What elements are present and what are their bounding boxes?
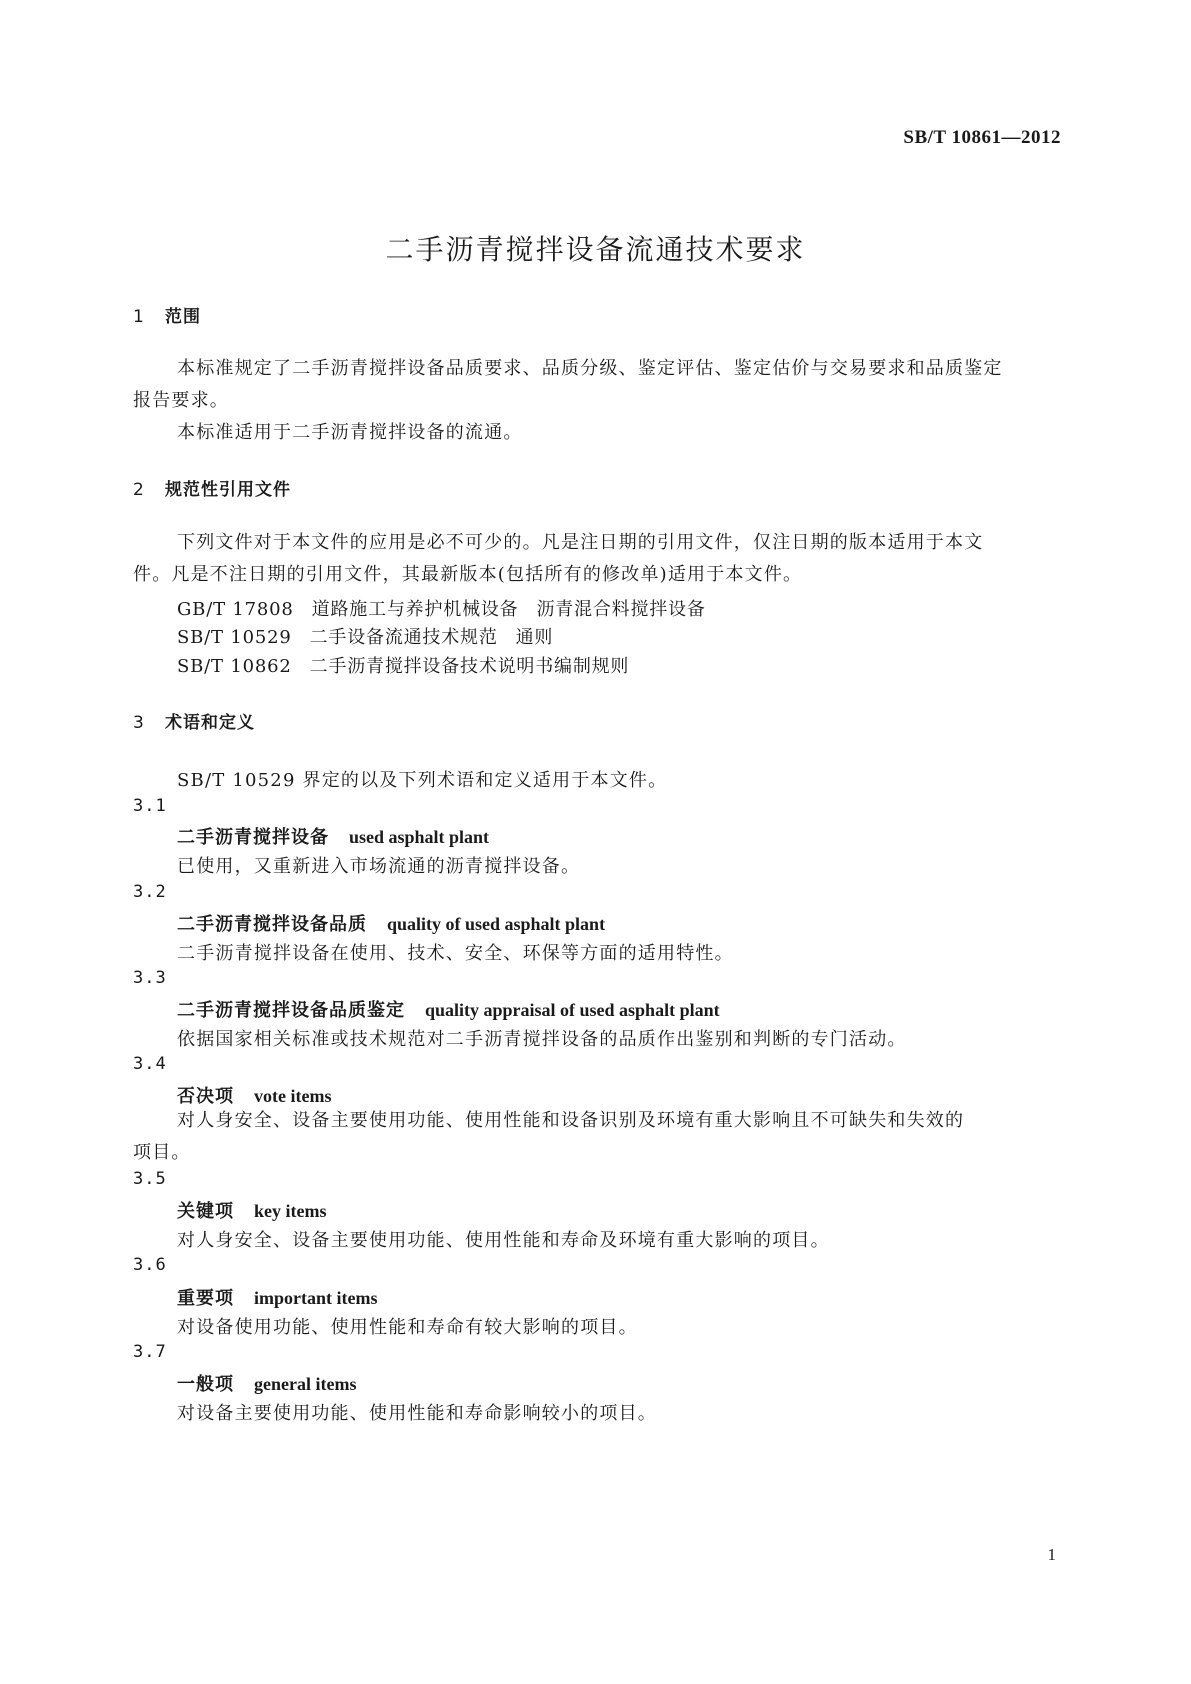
term-definition: 已使用，又重新进入市场流通的沥青搅拌设备。 (177, 856, 581, 877)
scope-line-2: 报告要求。 (133, 390, 229, 411)
term-name-en: used asphalt plant (349, 827, 490, 847)
section-heading-terms (133, 708, 255, 733)
term-name (177, 910, 605, 936)
standard-code: SB/T 10861—2012 (903, 127, 1061, 148)
section-number: 3 (133, 713, 145, 733)
section-heading-scope (133, 302, 201, 327)
term-number: 3.3 (133, 968, 167, 988)
reference-subtitle: 通则 (515, 627, 554, 648)
section-title: 术语和定义 (165, 713, 255, 733)
term-definition-line-2: 项目。 (133, 1142, 191, 1163)
term-name-zh: 关键项 (177, 1201, 234, 1222)
term-name (177, 996, 720, 1022)
term-definition: 二手沥青搅拌设备在使用、技术、安全、环保等方面的适用特性。 (177, 943, 734, 964)
term-number: 3.1 (133, 796, 167, 816)
term-definition: 依据国家相关标准或技术规范对二手沥青搅拌设备的品质作出鉴别和判断的专门活动。 (177, 1029, 907, 1050)
page-number: 1 (1047, 1545, 1056, 1564)
section-number: 1 (133, 307, 145, 327)
reference-subtitle: 沥青混合料搅拌设备 (536, 599, 706, 620)
reference-title: 二手设备流通技术规范 (309, 627, 498, 648)
reference-item (177, 595, 706, 621)
references-intro-line-2: 件。凡是不注日期的引用文件，其最新版本(包括所有的修改单)适用于本文件。 (133, 564, 803, 585)
reference-title: 道路施工与养护机械设备 (311, 599, 519, 620)
term-name-zh: 否决项 (177, 1086, 234, 1107)
term-definition: 对设备使用功能、使用性能和寿命有较大影响的项目。 (177, 1317, 638, 1338)
term-definition: 对人身安全、设备主要使用功能、使用性能和寿命及环境有重大影响的项目。 (177, 1230, 830, 1251)
term-name-en: quality of used asphalt plant (387, 914, 606, 934)
references-intro-line-1: 下列文件对于本文件的应用是必不可少的。凡是注日期的引用文件，仅注日期的版本适用于本文 (177, 532, 984, 553)
reference-code: GB/T 17808 (177, 599, 294, 620)
term-name-zh: 二手沥青搅拌设备品质鉴定 (177, 1000, 405, 1021)
term-number: 3.4 (133, 1054, 167, 1074)
term-name (177, 823, 489, 849)
references-intro (133, 527, 1058, 591)
term-number: 3.5 (133, 1169, 167, 1189)
reference-item (177, 652, 629, 678)
term-name-en: important items (254, 1288, 378, 1308)
section-title: 规范性引用文件 (165, 480, 291, 500)
reference-code: SB/T 10862 (177, 656, 292, 677)
scope-paragraph (133, 353, 1058, 449)
term-number: 3.2 (133, 882, 167, 902)
section-title: 范围 (165, 307, 201, 327)
section-heading-references (133, 475, 291, 500)
term-name-zh: 重要项 (177, 1288, 234, 1309)
term-name-en: key items (254, 1201, 327, 1221)
reference-title: 二手沥青搅拌设备技术说明书编制规则 (309, 656, 630, 677)
scope-applicability: 本标准适用于二手沥青搅拌设备的流通。 (177, 422, 523, 443)
term-number: 3.7 (133, 1342, 167, 1362)
terms-intro: SB/T 10529 界定的以及下列术语和定义适用于本文件。 (177, 770, 668, 791)
term-number: 3.6 (133, 1255, 167, 1275)
term-name (177, 1370, 356, 1396)
document-title: 二手沥青搅拌设备流通技术要求 (385, 233, 806, 266)
term-name-en: general items (254, 1374, 357, 1394)
term-name-en: vote items (254, 1086, 332, 1106)
term-name-zh: 一般项 (177, 1374, 234, 1395)
section-number: 2 (133, 480, 145, 500)
term-definition: 对设备主要使用功能、使用性能和寿命影响较小的项目。 (177, 1403, 657, 1424)
reference-code: SB/T 10529 (177, 627, 292, 648)
term-name-en: quality appraisal of used asphalt plant (425, 1000, 720, 1020)
term-name (177, 1284, 377, 1310)
term-definition-line-1: 对人身安全、设备主要使用功能、使用性能和设备识别及环境有重大影响且不可缺失和失效的 (177, 1110, 965, 1131)
reference-item (177, 623, 553, 649)
term-name-zh: 二手沥青搅拌设备品质 (177, 914, 367, 935)
scope-line-1: 本标准规定了二手沥青搅拌设备品质要求、品质分级、鉴定评估、鉴定估价与交易要求和品质鉴定 (177, 358, 1003, 379)
term-name (177, 1197, 326, 1223)
term-name-zh: 二手沥青搅拌设备 (177, 827, 329, 848)
term-definition (133, 1105, 1058, 1169)
